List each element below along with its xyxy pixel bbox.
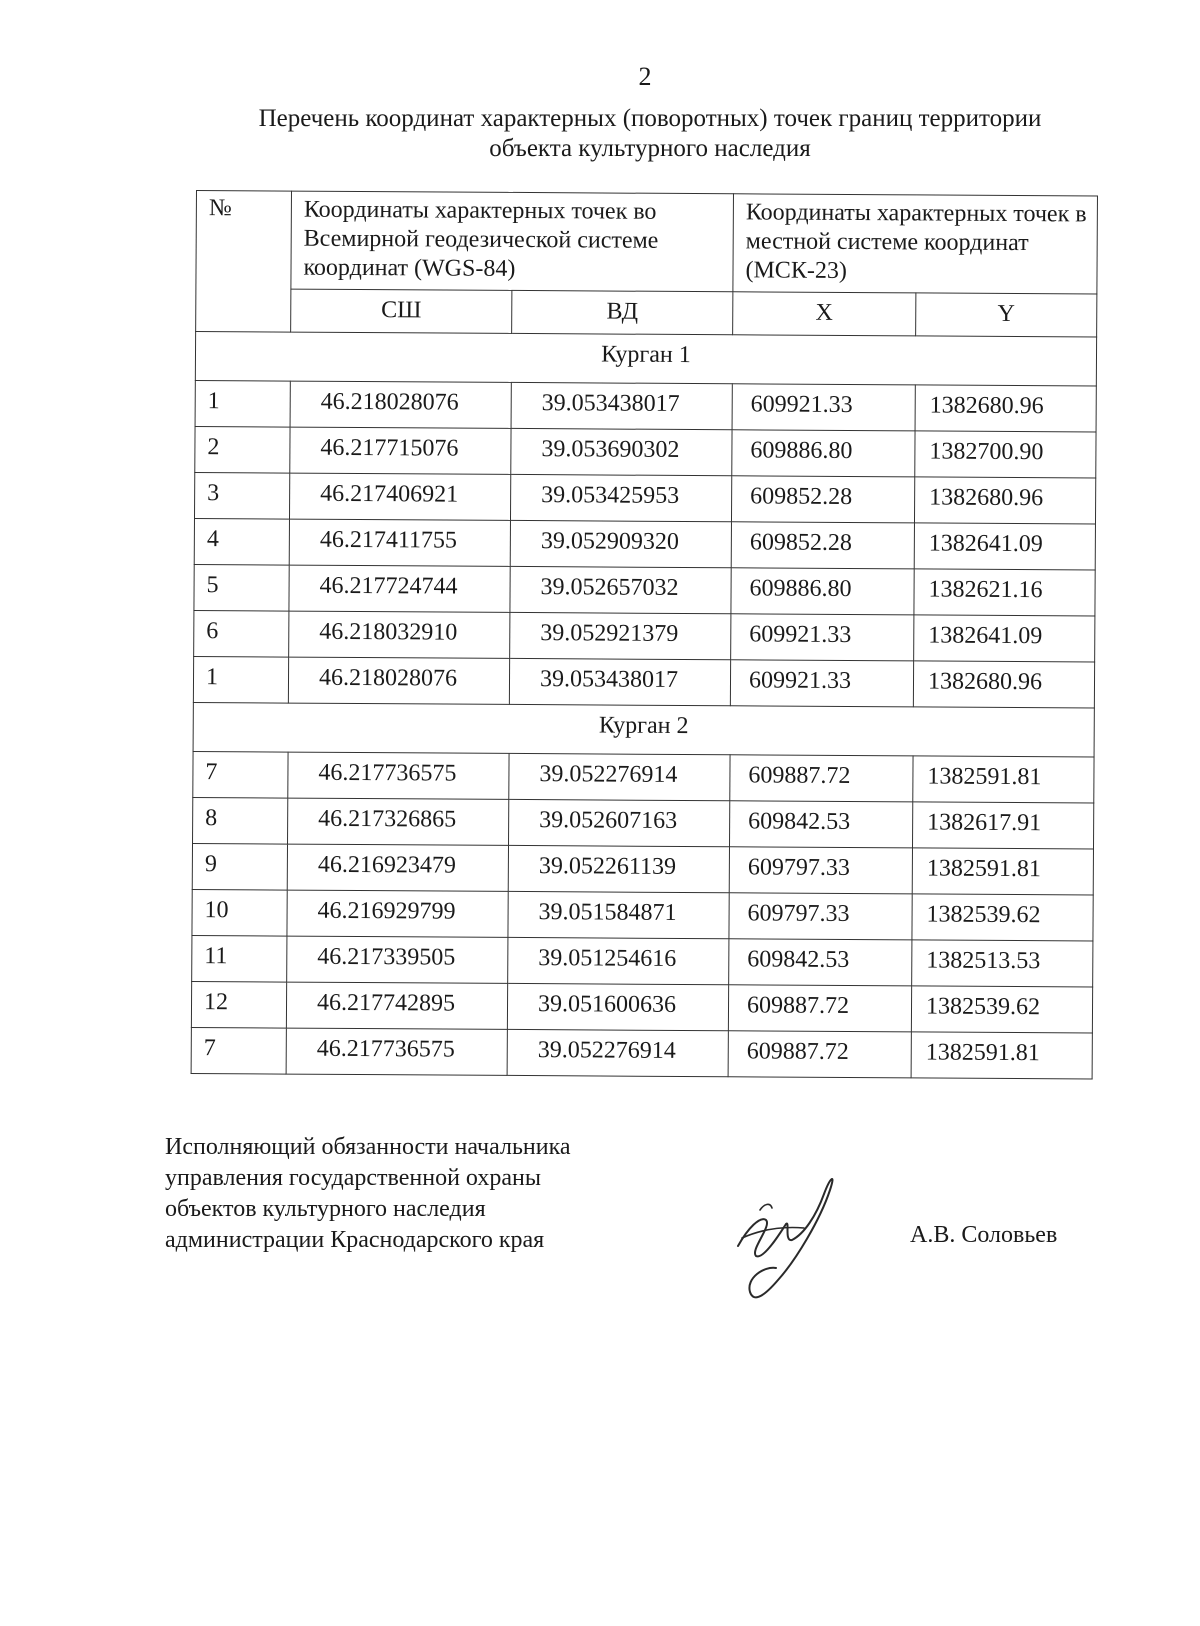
- latitude-cell: 46.217326865: [288, 798, 509, 845]
- signer-line-3: объектов культурного наследия: [165, 1196, 486, 1222]
- longitude-cell: 39.052921379: [510, 612, 731, 659]
- page-number: 2: [638, 62, 652, 91]
- signer-line-1: Исполняющий обязанности начальника: [165, 1134, 571, 1160]
- table-row: [191, 1027, 1092, 1079]
- y-coordinate-cell: 1382641.09: [914, 523, 1095, 570]
- table-row: [194, 564, 1095, 616]
- longitude-cell: 39.051600636: [507, 983, 728, 1030]
- document-title: [180, 104, 1120, 164]
- latitude-cell: 46.218028076: [288, 657, 509, 704]
- x-coordinate-cell: 609921.33: [732, 384, 915, 431]
- point-number-cell: 2: [195, 426, 290, 473]
- latitude-cell: 46.217339505: [287, 936, 508, 983]
- header-lon: ВД: [512, 290, 733, 334]
- longitude-cell: 39.052276914: [509, 753, 730, 800]
- table-row: [195, 426, 1096, 478]
- point-number-cell: 6: [194, 610, 289, 657]
- x-coordinate-cell: 609797.33: [729, 893, 912, 940]
- table-row: [192, 843, 1093, 895]
- longitude-cell: 39.053438017: [509, 658, 730, 705]
- x-coordinate-cell: 609887.72: [728, 985, 911, 1032]
- signer-line-4: администрации Краснодарского края: [165, 1227, 545, 1253]
- longitude-cell: 39.053425953: [510, 474, 731, 521]
- header-msk: Координаты характерных точек в местной системе координат (МСК-23): [733, 194, 1098, 294]
- latitude-cell: 46.216923479: [287, 844, 508, 891]
- latitude-cell: 46.217724744: [289, 565, 510, 612]
- longitude-cell: 39.052657032: [510, 566, 731, 613]
- table-row: [192, 889, 1093, 941]
- table-header-row: [196, 191, 1098, 295]
- table-row: [193, 797, 1094, 849]
- header-x: X: [733, 292, 916, 336]
- x-coordinate-cell: 609842.53: [729, 939, 912, 986]
- latitude-cell: 46.218028076: [290, 381, 511, 428]
- x-coordinate-cell: 609887.72: [728, 1031, 911, 1078]
- point-number-cell: 7: [193, 751, 288, 798]
- x-coordinate-cell: 609921.33: [731, 614, 914, 661]
- y-coordinate-cell: 1382641.09: [914, 615, 1095, 662]
- latitude-cell: 46.217736575: [288, 752, 509, 799]
- coordinates-table: [191, 190, 1098, 1079]
- signer-name: А.В. Соловьев: [910, 1222, 1058, 1248]
- x-coordinate-cell: 609852.28: [731, 476, 914, 523]
- y-coordinate-cell: 1382539.62: [911, 986, 1092, 1033]
- header-number: №: [196, 191, 292, 333]
- y-coordinate-cell: 1382621.16: [914, 569, 1095, 616]
- table-row: [194, 518, 1095, 570]
- point-number-cell: 3: [194, 472, 289, 519]
- table-row: [195, 380, 1096, 432]
- latitude-cell: 46.216929799: [287, 890, 508, 937]
- point-number-cell: 8: [193, 797, 288, 844]
- table-row: [191, 981, 1092, 1033]
- point-number-cell: 7: [191, 1027, 286, 1074]
- y-coordinate-cell: 1382539.62: [912, 894, 1093, 941]
- y-coordinate-cell: 1382680.96: [913, 661, 1094, 708]
- y-coordinate-cell: 1382513.53: [912, 940, 1093, 987]
- point-number-cell: 12: [191, 981, 286, 1028]
- point-number-cell: 5: [194, 564, 289, 611]
- point-number-cell: 1: [195, 380, 290, 427]
- latitude-cell: 46.218032910: [289, 611, 510, 658]
- section-title: Курган 2: [193, 702, 1094, 757]
- x-coordinate-cell: 609886.80: [732, 430, 915, 477]
- signer-position: [165, 1132, 685, 1256]
- y-coordinate-cell: 1382680.96: [914, 477, 1095, 524]
- title-line-1: Перечень координат характерных (поворотных) точек границ территории: [258, 105, 1042, 132]
- latitude-cell: 46.217715076: [290, 427, 511, 474]
- longitude-cell: 39.051254616: [508, 937, 729, 984]
- table-row: [194, 472, 1095, 524]
- y-coordinate-cell: 1382617.91: [912, 802, 1093, 849]
- latitude-cell: 46.217736575: [286, 1028, 507, 1075]
- longitude-cell: 39.052261139: [508, 845, 729, 892]
- point-number-cell: 9: [192, 843, 287, 890]
- x-coordinate-cell: 609886.80: [731, 568, 914, 615]
- longitude-cell: 39.053438017: [511, 382, 732, 429]
- y-coordinate-cell: 1382680.96: [915, 385, 1096, 432]
- title-line-2: объекта культурного наследия: [489, 135, 811, 162]
- longitude-cell: 39.053690302: [511, 428, 732, 475]
- y-coordinate-cell: 1382700.90: [915, 431, 1096, 478]
- x-coordinate-cell: 609852.28: [731, 522, 914, 569]
- x-coordinate-cell: 609887.72: [730, 755, 913, 802]
- handwritten-signature: [720, 1168, 870, 1308]
- header-lat: СШ: [291, 289, 512, 333]
- header-wgs: Координаты характерных точек во Всемирной геодезической системе координат (WGS-84): [291, 191, 734, 292]
- section-title: Курган 1: [195, 332, 1096, 387]
- latitude-cell: 46.217742895: [286, 982, 507, 1029]
- latitude-cell: 46.217406921: [289, 473, 510, 520]
- point-number-cell: 4: [194, 518, 289, 565]
- x-coordinate-cell: 609921.33: [730, 660, 913, 707]
- latitude-cell: 46.217411755: [289, 519, 510, 566]
- point-number-cell: 11: [192, 935, 287, 982]
- section-row: [195, 332, 1096, 387]
- longitude-cell: 39.052607163: [509, 799, 730, 846]
- longitude-cell: 39.052909320: [510, 520, 731, 567]
- point-number-cell: 1: [193, 656, 288, 703]
- point-number-cell: 10: [192, 889, 287, 936]
- header-y: Y: [916, 293, 1097, 337]
- section-row: [193, 702, 1094, 757]
- table-row: [192, 935, 1093, 987]
- table-row: [194, 610, 1095, 662]
- table-row: [193, 751, 1094, 803]
- signer-line-2: управления государственной охраны: [165, 1165, 541, 1191]
- x-coordinate-cell: 609842.53: [729, 801, 912, 848]
- longitude-cell: 39.052276914: [507, 1029, 728, 1076]
- y-coordinate-cell: 1382591.81: [912, 848, 1093, 895]
- x-coordinate-cell: 609797.33: [729, 847, 912, 894]
- table-subheader-row: [196, 289, 1097, 338]
- y-coordinate-cell: 1382591.81: [913, 756, 1094, 803]
- longitude-cell: 39.051584871: [508, 891, 729, 938]
- table-row: [193, 656, 1094, 708]
- table-body: [191, 332, 1097, 1079]
- y-coordinate-cell: 1382591.81: [911, 1032, 1092, 1079]
